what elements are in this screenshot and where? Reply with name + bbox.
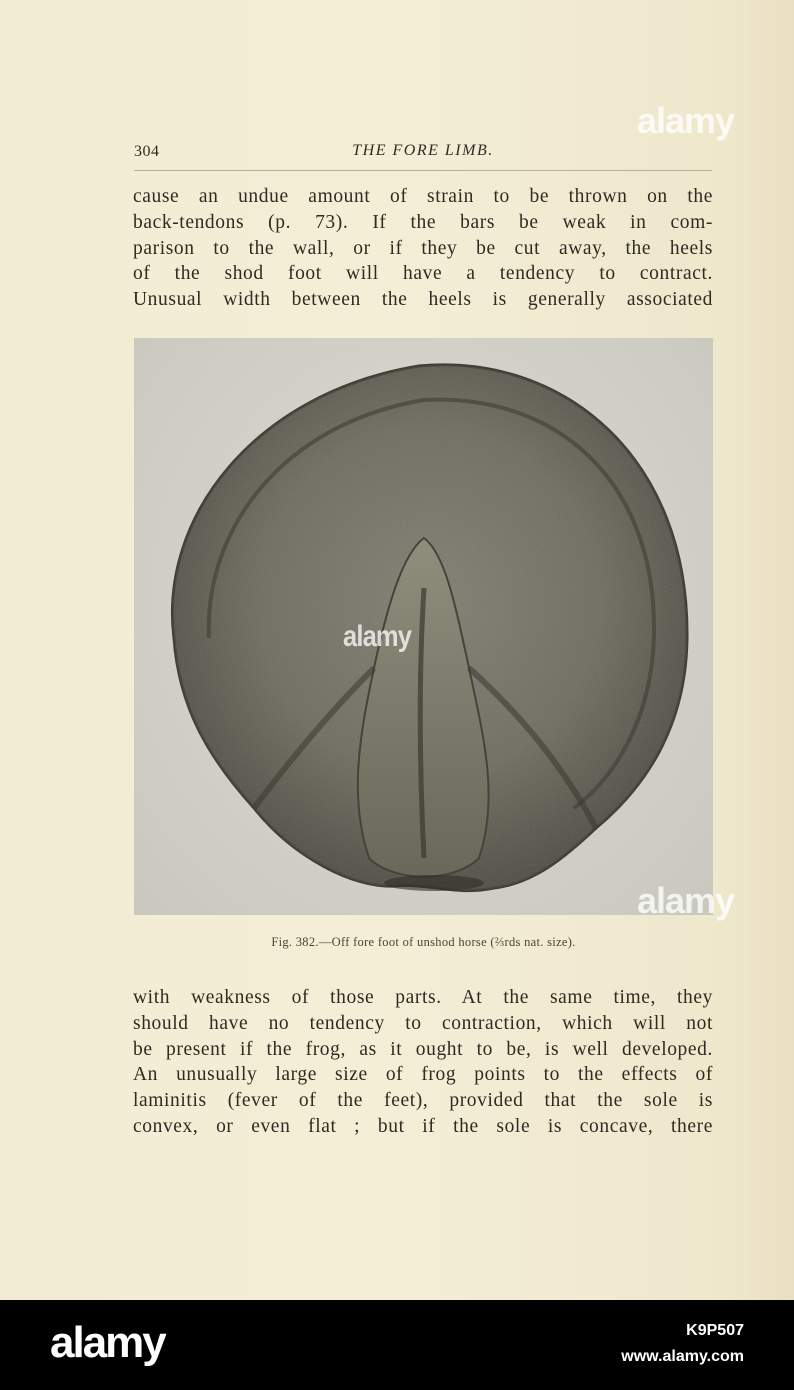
- figure-caption: Fig. 382.—Off fore foot of unshod horse (⅔rds nat. size).: [271, 935, 576, 949]
- text-line: cause an undue amount of strain to be thrown on the: [133, 186, 713, 207]
- page-header: [134, 140, 712, 166]
- text-line: An unusually large size of frog points to the effects of: [133, 1064, 713, 1086]
- image-id: K9P507: [686, 1322, 744, 1339]
- text-line: Unusual width between the heels is generally associated: [133, 289, 713, 311]
- text-line: with weakness of those parts. At the same time, they: [133, 987, 713, 1008]
- text-line: should have no tendency to contraction, which will not: [133, 1012, 713, 1034]
- watermark-top: alamy: [637, 100, 735, 141]
- text-line: be present if the frog, as it ought to be, is well developed.: [133, 1038, 713, 1060]
- paragraph-bottom: [133, 985, 713, 1140]
- stock-url: www.alamy.com: [621, 1348, 744, 1365]
- stock-logo: alamy: [50, 1318, 165, 1367]
- watermark-middle: alamy: [637, 880, 735, 921]
- hoof-figure: [134, 338, 713, 915]
- paragraph-top: [133, 184, 713, 313]
- text-line: parison to the wall, or if they be cut away, the heels: [133, 237, 713, 259]
- running-head: THE FORE LIMB.: [352, 142, 494, 159]
- text-line: back-tendons (p. 73). If the bars be weak in com-: [133, 211, 713, 233]
- text-line: of the shod foot will have a tendency to contract.: [133, 263, 713, 285]
- text-line: convex, or even flat ; but if the sole is concave, there: [133, 1115, 713, 1137]
- hoof-illustration: [134, 338, 713, 915]
- header-rule: [134, 170, 712, 171]
- watermark-center: alamy: [343, 620, 412, 653]
- page-number: 304: [134, 143, 160, 160]
- text-line: laminitis (fever of the feet), provided that the sole is: [133, 1090, 713, 1112]
